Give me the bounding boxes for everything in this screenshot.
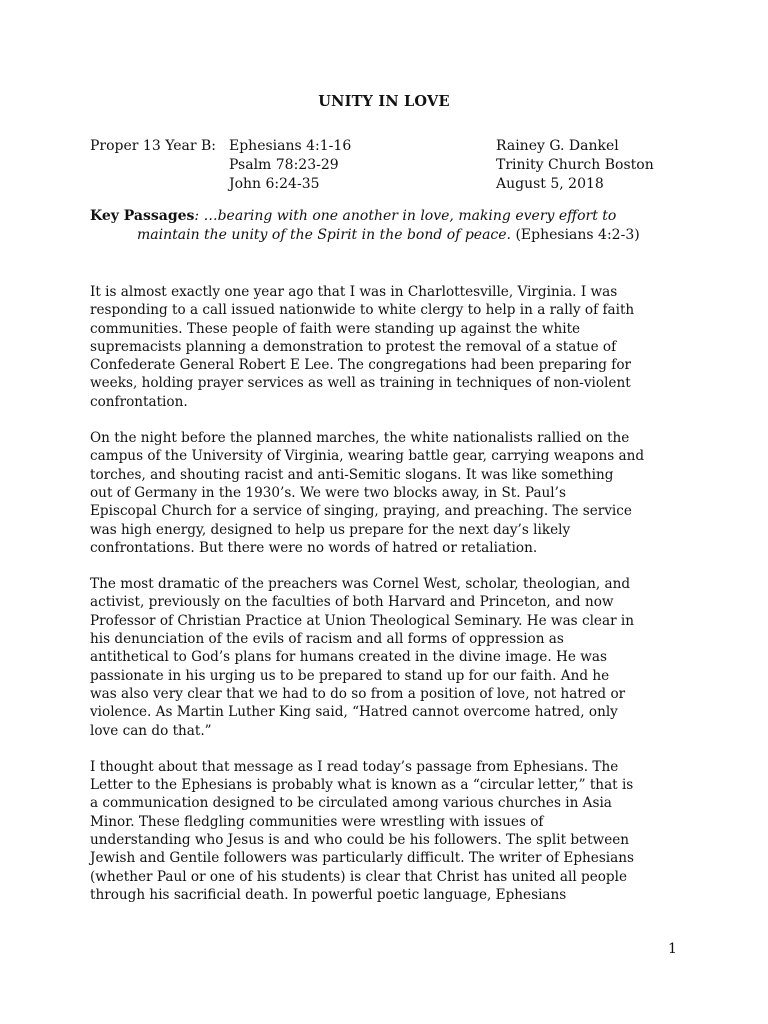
paragraph-line: confrontations. But there were no words of hatred or retaliation. <box>90 539 538 556</box>
key-passages-line-1 <box>90 207 690 226</box>
paragraph-line: (whether Paul or one of his students) is clear that Christ has united all people <box>90 868 628 885</box>
paragraph-line: Confederate General Robert E Lee. The congregations had been preparing for <box>90 357 631 374</box>
paragraph-line: responding to a call issued nationwide to white clergy to help in a rally of faith <box>90 302 635 319</box>
paragraph-1 <box>90 283 690 411</box>
paragraph-line: a communication designed to be circulated among various churches in Asia <box>90 795 612 812</box>
paragraph-line: activist, previously on the faculties of both Harvard and Princeton, and now <box>90 594 614 611</box>
paragraph-line: Professor of Christian Practice at Union Theological Seminary. He was clear in <box>90 612 635 629</box>
paragraph-line: passionate in his urging us to be prepared to stand up for our faith. And he <box>90 667 610 684</box>
sermon-date: August 5, 2018 <box>496 176 604 192</box>
paragraph-line: Minor. These fledgling communities were wrestling with issues of <box>90 813 544 830</box>
preacher-name: Rainey G. Dankel <box>496 138 619 154</box>
paragraph-line: communities. These people of faith were standing up against the white <box>90 320 581 337</box>
key-passages-citation: (Ephesians 4:2-3) <box>515 227 640 243</box>
paragraph-line: confrontation. <box>90 393 188 410</box>
paragraph-line: was also very clear that we had to do so from a position of love, not hatred or <box>90 685 626 702</box>
key-passages-colon: : <box>194 208 200 224</box>
paragraph-line: Jewish and Gentile followers was particularly difficult. The writer of Ephesians <box>90 850 634 867</box>
paragraph-4 <box>90 758 690 904</box>
proper-label: Proper 13 Year B: <box>90 138 216 154</box>
paragraph-line: love can do that.” <box>90 722 212 739</box>
paragraph-line: violence. As Martin Luther King said, “Hatred cannot overcome hatred, only <box>90 704 618 721</box>
paragraph-line: The most dramatic of the preachers was Cornel West, scholar, theologian, and <box>90 576 631 593</box>
reading-ephesians: Ephesians 4:1-16 <box>229 138 352 154</box>
paragraph-line: antithetical to God’s plans for humans created in the divine image. He was <box>90 649 607 666</box>
church-name: Trinity Church Boston <box>496 157 654 173</box>
sermon-body <box>90 283 690 922</box>
paragraph-line: On the night before the planned marches, the white nationalists rallied on the <box>90 430 630 447</box>
paragraph-line: campus of the University of Virginia, wearing battle gear, carrying weapons and <box>90 448 645 465</box>
paragraph-line: understanding who Jesus is and who could be his followers. The split between <box>90 832 630 849</box>
paragraph-line: I thought about that message as I read today’s passage from Ephesians. The <box>90 758 619 775</box>
key-passages-label: Key Passages <box>90 208 195 224</box>
paragraph-line: out of Germany in the 1930’s. We were two blocks away, in St. Paul’s <box>90 484 566 501</box>
paragraph-line: torches, and shouting racist and anti-Semitic slogans. It was like something <box>90 466 614 483</box>
reading-john: John 6:24-35 <box>229 176 320 192</box>
paragraph-line: supremacists planning a demonstration to protest the removal of a statue of <box>90 338 617 355</box>
page-number: 1 <box>668 941 677 957</box>
paragraph-2 <box>90 429 690 557</box>
paragraph-3 <box>90 575 690 740</box>
paragraph-line: through his sacrificial death. In powerful poetic language, Ephesians <box>90 886 567 903</box>
key-passages-quote-1: …bearing with one another in love, making every effort to <box>203 208 617 224</box>
paragraph-line: was high energy, designed to help us prepare for the next day’s likely <box>90 521 571 538</box>
paragraph-line: Episcopal Church for a service of singing, praying, and preaching. The service <box>90 503 632 520</box>
reading-psalm: Psalm 78:23-29 <box>229 157 339 173</box>
document-title: UNITY IN LOVE <box>318 93 450 110</box>
paragraph-line: his denunciation of the evils of racism and all forms of oppression as <box>90 631 564 648</box>
paragraph-line: Letter to the Ephesians is probably what is known as a “circular letter,” that is <box>90 777 634 794</box>
key-passages <box>90 207 690 245</box>
paragraph-line: It is almost exactly one year ago that I was in Charlottesville, Virginia. I was <box>90 284 618 300</box>
key-passages-line-2 <box>90 226 690 245</box>
key-passages-quote-2: maintain the unity of the Spirit in the bond of peace. <box>137 227 511 243</box>
paragraph-line: weeks, holding prayer services as well as training in techniques of non-violent <box>90 375 631 392</box>
